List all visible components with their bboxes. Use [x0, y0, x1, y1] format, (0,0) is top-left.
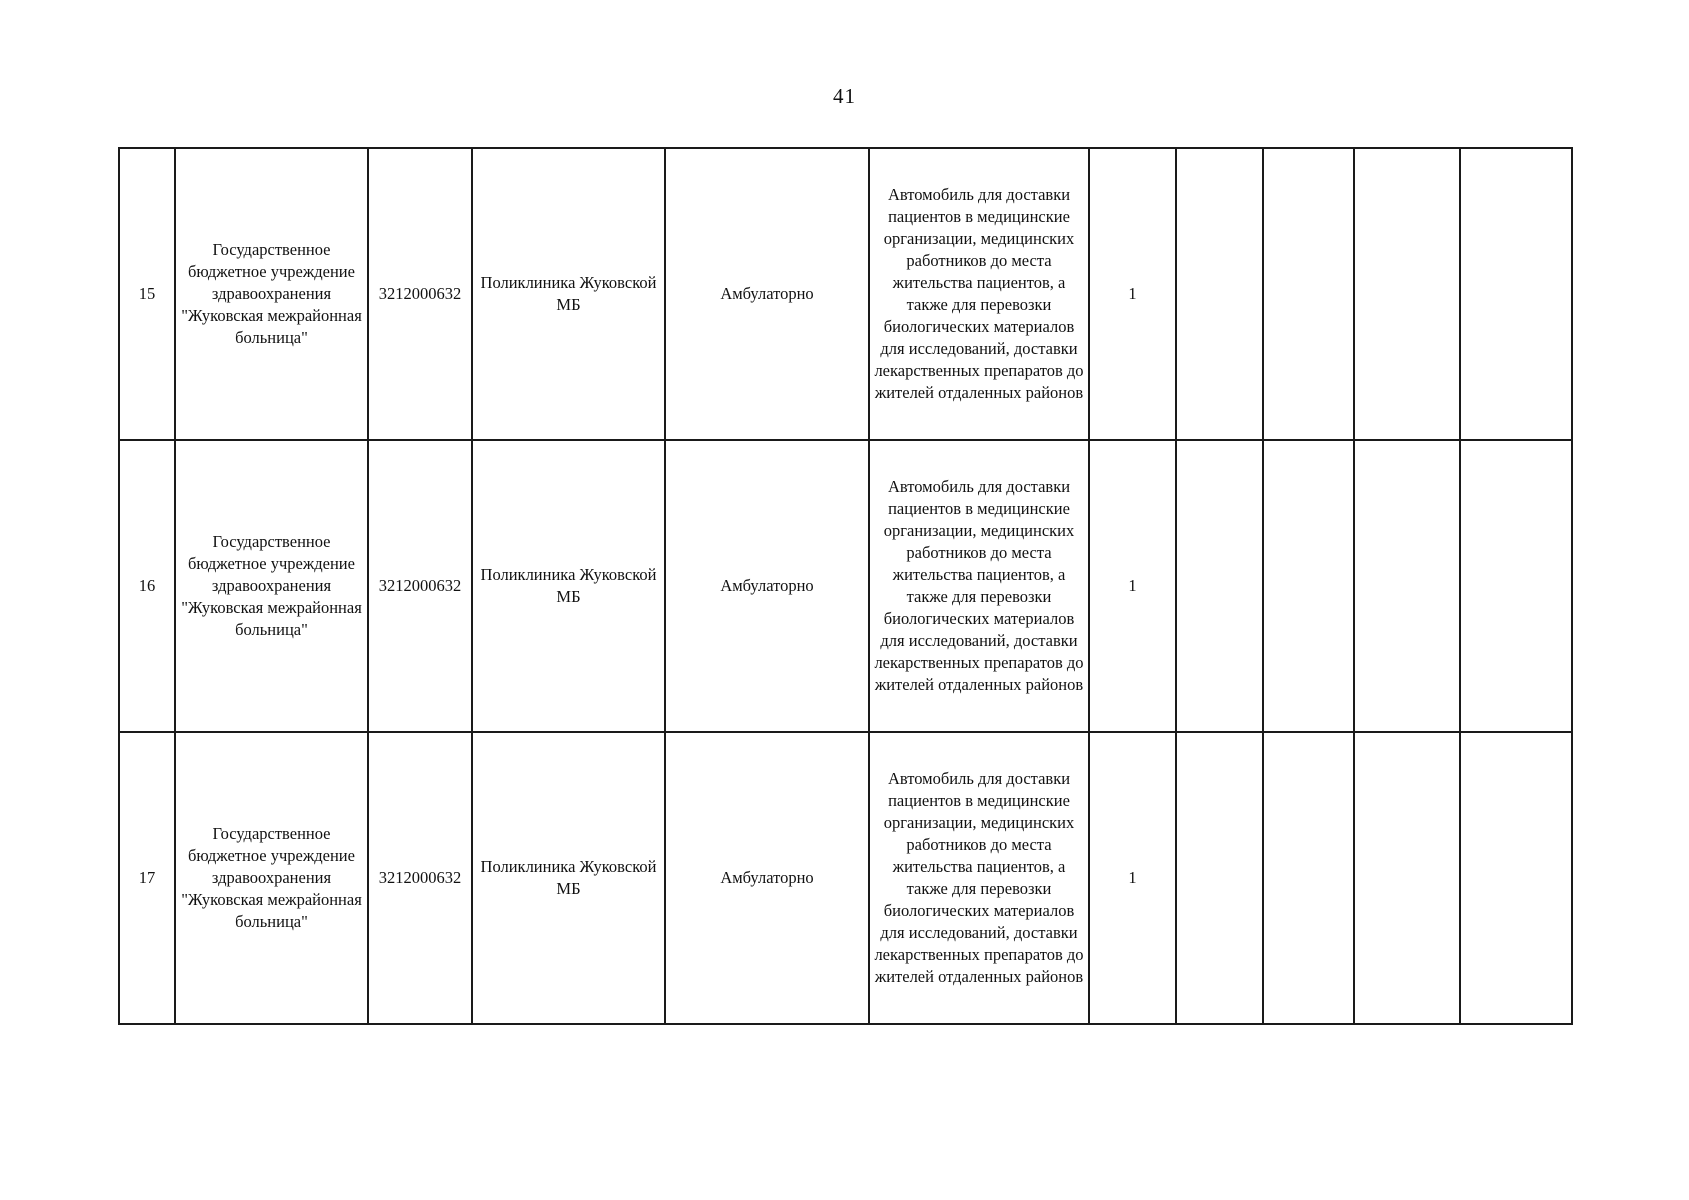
- empty-cell: [1354, 148, 1460, 440]
- care-type-cell: Амбулаторно: [665, 732, 869, 1024]
- empty-cell: [1176, 148, 1263, 440]
- empty-cell: [1176, 440, 1263, 732]
- empty-cell: [1460, 148, 1572, 440]
- table-row: [119, 732, 1572, 1024]
- vehicle-purpose-cell: Автомобиль для доставки пациентов в медицинские организации, медицинских работников до места жительства пациентов, а также для перевозки биологических материалов для исследований, доставки лекарственных препаратов до жителей отдаленных районов: [869, 440, 1089, 732]
- inn-cell: 3212000632: [368, 148, 472, 440]
- vehicle-purpose-cell: Автомобиль для доставки пациентов в медицинские организации, медицинских работников до места жительства пациентов, а также для перевозки биологических материалов для исследований, доставки лекарственных препаратов до жителей отдаленных районов: [869, 148, 1089, 440]
- empty-cell: [1354, 732, 1460, 1024]
- empty-cell: [1263, 148, 1354, 440]
- division-cell: Поликлиника Жуковской МБ: [472, 148, 665, 440]
- inn-cell: 3212000632: [368, 732, 472, 1024]
- division-cell: Поликлиника Жуковской МБ: [472, 440, 665, 732]
- quantity-cell: 1: [1089, 440, 1176, 732]
- row-number-cell: 15: [119, 148, 175, 440]
- empty-cell: [1263, 440, 1354, 732]
- quantity-cell: 1: [1089, 732, 1176, 1024]
- table-row: [119, 440, 1572, 732]
- empty-cell: [1460, 732, 1572, 1024]
- row-number-cell: 16: [119, 440, 175, 732]
- organization-cell: Государственное бюджетное учреждение здравоохранения "Жуковская межрайонная больница": [175, 732, 368, 1024]
- care-type-cell: Амбулаторно: [665, 440, 869, 732]
- organization-cell: Государственное бюджетное учреждение здравоохранения "Жуковская межрайонная больница": [175, 148, 368, 440]
- organization-cell: Государственное бюджетное учреждение здравоохранения "Жуковская межрайонная больница": [175, 440, 368, 732]
- empty-cell: [1460, 440, 1572, 732]
- empty-cell: [1176, 732, 1263, 1024]
- care-type-cell: Амбулаторно: [665, 148, 869, 440]
- page-number: 41: [833, 84, 856, 108]
- row-number-cell: 17: [119, 732, 175, 1024]
- table-row: [119, 148, 1572, 440]
- empty-cell: [1354, 440, 1460, 732]
- inn-cell: 3212000632: [368, 440, 472, 732]
- empty-cell: [1263, 732, 1354, 1024]
- division-cell: Поликлиника Жуковской МБ: [472, 732, 665, 1024]
- vehicle-purpose-cell: Автомобиль для доставки пациентов в медицинские организации, медицинских работников до места жительства пациентов, а также для перевозки биологических материалов для исследований, доставки лекарственных препаратов до жителей отдаленных районов: [869, 732, 1089, 1024]
- quantity-cell: 1: [1089, 148, 1176, 440]
- vehicles-table: [118, 147, 1573, 1025]
